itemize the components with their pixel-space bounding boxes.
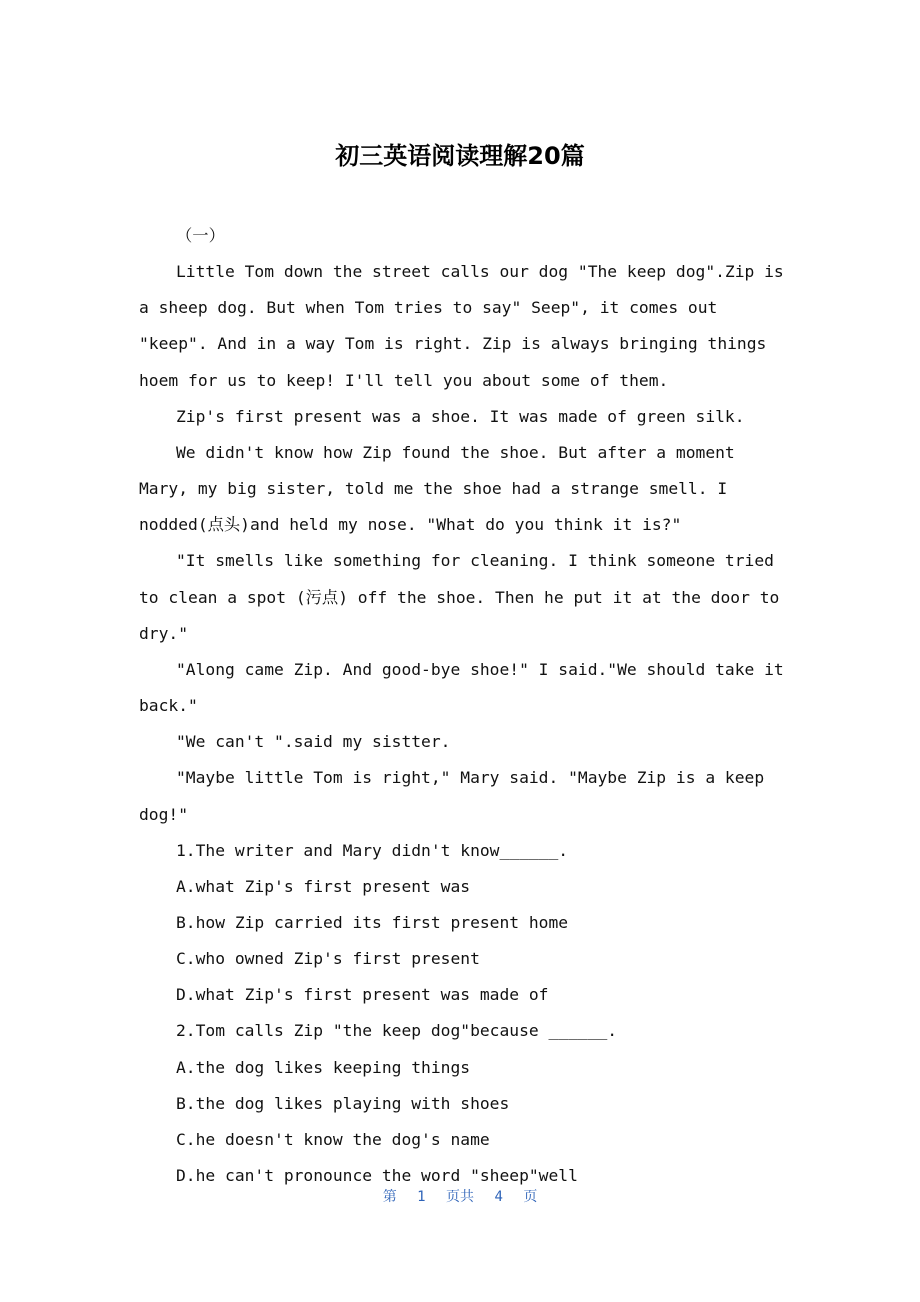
page-footer	[0, 1185, 920, 1209]
total-pages-number: 4	[494, 1189, 503, 1205]
paragraph: "Along came Zip. And good-bye shoe!" I said."We should take it back."	[139, 659, 794, 716]
question-stem: 1.The writer and Mary didn't know______.	[176, 840, 569, 860]
paragraph: "It smells like something for cleaning. I think someone tried to clean a spot (污点) off the shoe. Then he put it at the door to dry."	[139, 551, 790, 643]
answer-option: C.who owned Zip's first present	[176, 949, 480, 969]
paragraph: We didn't know how Zip found the shoe. But after a moment Mary, my big sister, told me the shoe had a strange smell. I nodded(点头)and held my nose. "What do you think it is?"	[139, 442, 745, 535]
paragraph: Little Tom down the street calls our dog "The keep dog".Zip is a sheep dog. But when Tom tries to say" Seep", it comes out "keep". And in a way Tom is right. Zip is always bringing things hoem for us to keep! I'll tell you about some of them.	[139, 262, 794, 390]
document-body	[139, 218, 794, 1194]
paragraph: Zip's first present was a shoe. It was made of green silk.	[176, 406, 745, 426]
answer-option: A.what Zip's first present was	[176, 876, 471, 896]
page-number-suffix: 页	[523, 1189, 538, 1205]
answer-option: B.how Zip carried its first present home	[176, 912, 569, 932]
page-title: 初三英语阅读理解20篇	[335, 142, 585, 170]
answer-option: A.the dog likes keeping things	[176, 1057, 471, 1077]
answer-option: D.what Zip's first present was made of	[176, 985, 549, 1005]
section-label: （一）	[176, 226, 225, 245]
paragraph: "We can't ".said my sistter.	[176, 732, 451, 752]
question-stem: 2.Tom calls Zip "the keep dog"because ______.	[176, 1021, 618, 1041]
answer-option: D.he can't pronounce the word "sheep"well	[176, 1166, 578, 1186]
current-page-number: 1	[417, 1189, 426, 1205]
page-number-middle: 页共	[446, 1189, 474, 1205]
answer-option: C.he doesn't know the dog's name	[176, 1129, 490, 1149]
page-number-prefix: 第	[382, 1189, 397, 1205]
paragraph: "Maybe little Tom is right," Mary said. "Maybe Zip is a keep dog!"	[139, 768, 774, 824]
answer-option: B.the dog likes playing with shoes	[176, 1093, 510, 1113]
